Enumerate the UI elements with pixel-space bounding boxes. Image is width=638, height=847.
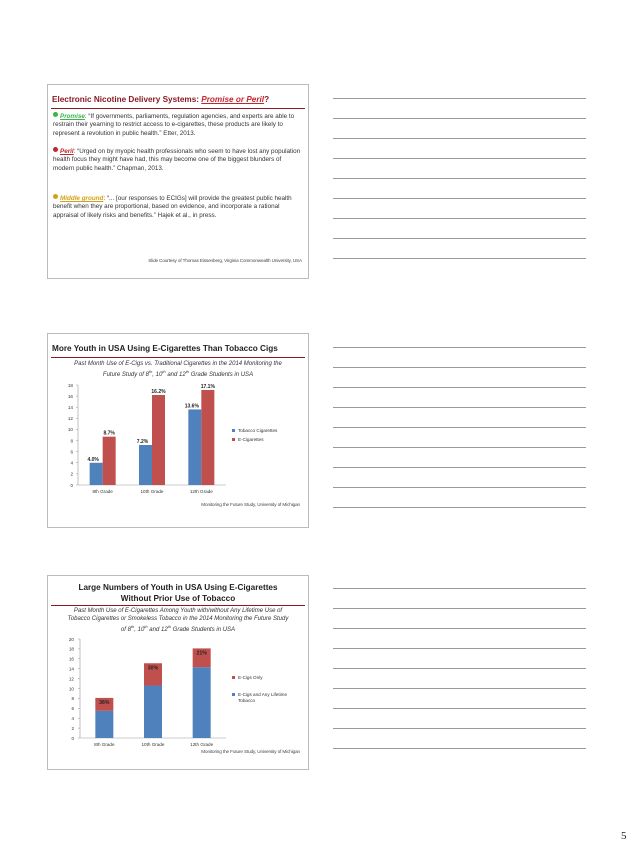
y-tick-label: 16: [68, 656, 74, 662]
slide-1-title: Electronic Nicotine Delivery Systems: Promise or Peril?: [52, 95, 270, 104]
notes-line: [333, 608, 586, 609]
bar-ecig: [103, 437, 116, 485]
legend-label: E-Cigs Only: [238, 675, 263, 680]
data-label: 16.2%: [151, 389, 166, 395]
slide-3-credit: Monitoring the Future Study, University of Michigan: [201, 749, 300, 754]
notes-line: [333, 467, 586, 468]
segment-label: 21%: [196, 650, 207, 657]
notes-line: [333, 138, 586, 139]
slide-1: [47, 84, 309, 279]
notes-line: [333, 178, 586, 179]
segment-label: 30%: [147, 665, 159, 672]
y-tick-label: 6: [70, 449, 73, 455]
notes-line: [333, 347, 586, 348]
notes-line: [333, 507, 586, 508]
data-label: 4.0%: [87, 456, 99, 463]
slide-2: [47, 333, 309, 528]
slide-2-title: More Youth in USA Using E-Cigarettes Than Tobacco Cigs: [52, 344, 278, 353]
y-tick-label: 2: [71, 725, 74, 731]
data-label: 7.2%: [136, 439, 149, 445]
data-label: 17.1%: [200, 384, 215, 390]
notes-line: [333, 367, 586, 368]
legend-swatch: [232, 429, 235, 432]
notes-line: [333, 118, 586, 119]
notes-line: [333, 708, 586, 709]
notes-line: [333, 588, 586, 589]
bar-ecig-and-tobacco: [95, 711, 113, 738]
chart-title-line: Tobacco Cigarettes or Smokeless Tobacco in the 2014 Monitoring the Future Study: [67, 616, 289, 622]
bar-tobacco: [139, 445, 152, 485]
legend-label: E-Cigarettes: [238, 437, 264, 442]
y-tick-label: 0: [70, 482, 73, 488]
legend-swatch: [232, 438, 235, 441]
notes-line: [333, 387, 586, 388]
bar-ecig-and-tobacco: [193, 667, 211, 738]
legend-label: E-Cigs and Any Lifetime Tobacco: [238, 692, 288, 703]
y-tick-label: 14: [68, 666, 74, 672]
y-tick-label: 4: [70, 460, 73, 466]
x-tick-label: 12th Grade: [189, 489, 213, 494]
bar-tobacco: [188, 409, 201, 485]
y-tick-label: 14: [67, 405, 73, 411]
data-label: 13.6%: [184, 403, 199, 410]
data-label: 8.7%: [103, 430, 115, 437]
chart-2-title: [52, 607, 304, 634]
slide-2-credit: Monitoring the Future Study, University of Michigan: [201, 502, 300, 507]
chart-title-line: Past Month Use of E-Cigarettes Among Youth with/without Any Lifetime Use of: [73, 608, 283, 614]
y-tick-label: 18: [67, 382, 73, 388]
notes-line: [333, 158, 586, 159]
y-tick-label: 10: [68, 686, 74, 692]
chart-2: [48, 633, 309, 751]
x-tick-label: 10th Grade: [141, 742, 165, 747]
y-tick-label: 20: [68, 636, 74, 642]
chart-title-line: Past Month Use of E-Cigs vs. Traditional Cigarettes in the 2014 Monitoring the: [74, 361, 282, 367]
slide-1-title-rule: [51, 108, 305, 109]
y-tick-label: 0: [71, 735, 74, 741]
x-tick-label: 12th Grade: [190, 742, 214, 747]
legend-label: Tobacco Cigarettes: [238, 428, 278, 433]
y-tick-label: 6: [71, 706, 74, 712]
y-tick-label: 12: [67, 416, 73, 422]
segment-label: 36%: [99, 699, 110, 706]
bar-ecig-and-tobacco: [144, 686, 162, 738]
chart-title-line: of 8th, 10th and 12th Grade Students in USA: [120, 624, 236, 633]
y-tick-label: 8: [71, 696, 74, 702]
notes-line: [333, 218, 586, 219]
slide-2-title-rule: [51, 357, 305, 358]
notes-line: [333, 688, 586, 689]
legend-swatch: [232, 676, 235, 679]
notes-line: [333, 198, 586, 199]
notes-line: [333, 668, 586, 669]
slide-3: [47, 575, 309, 770]
y-tick-label: 4: [71, 716, 74, 721]
notes-line: [333, 648, 586, 649]
y-tick-label: 2: [70, 471, 73, 477]
notes-line: [333, 98, 586, 99]
y-tick-label: 18: [68, 646, 74, 652]
y-tick-label: 16: [67, 393, 73, 399]
notes-line: [333, 407, 586, 408]
notes-line: [333, 628, 586, 629]
bullet-promise: Promise: “If governments, parliaments, regulation agencies, and experts are able to restrain their yearning to restrict access to e-cigarettes, these products are likely to represent a revolution in public health.” Etter, 2013.: [53, 113, 295, 137]
notes-line: [333, 427, 586, 428]
chart-title-line: Future Study of 8th, 10th and 12th Grade Students in USA: [102, 369, 254, 378]
bar-tobacco: [90, 463, 103, 485]
page-number: 5: [621, 830, 627, 842]
bullet-dot-icon: [53, 147, 58, 152]
x-tick-label: 10th Grade: [140, 489, 164, 494]
bullet-peril: Peril: “Urged on by myopic health professionals who seem to have lost any population health focus they might have had, this may become one of the biggest blunders of modern public health.” Chapman, 2013.: [53, 148, 301, 172]
x-tick-label: 8th Grade: [92, 489, 113, 494]
slide-3-title-rule: [51, 605, 305, 606]
notes-line: [333, 748, 586, 749]
bar-ecig: [152, 395, 165, 485]
slide-3-title: Large Numbers of Youth in USA Using E-Cigarettes Without Prior Use of Tobacco: [78, 583, 278, 603]
bullet-dot-icon: [53, 194, 58, 199]
notes-line: [333, 258, 586, 259]
chart-1: [48, 378, 309, 498]
bar-ecig: [201, 390, 214, 485]
x-tick-label: 8th Grade: [94, 742, 115, 747]
legend-swatch: [232, 693, 235, 696]
bullet-dot-icon: [53, 112, 58, 117]
notes-line: [333, 487, 586, 488]
notes-line: [333, 238, 586, 239]
y-tick-label: 8: [70, 438, 73, 444]
y-tick-label: 10: [67, 427, 73, 433]
bullet-middle-ground: Middle ground: “... [our responses to ECIGs] will provide the greatest public health benefit when they are proportional, based on evidence, and incorporate a rational appraisal of likely risks and benefits.” Hajek et al., in press.: [53, 195, 292, 219]
notes-line: [333, 447, 586, 448]
slide-1-credit: Slide Courtesy of Thomas Eissenberg, Virginia Commonwealth University, USA: [148, 258, 302, 263]
chart-1-title: [52, 360, 304, 379]
y-tick-label: 12: [68, 676, 74, 682]
notes-line: [333, 728, 586, 729]
